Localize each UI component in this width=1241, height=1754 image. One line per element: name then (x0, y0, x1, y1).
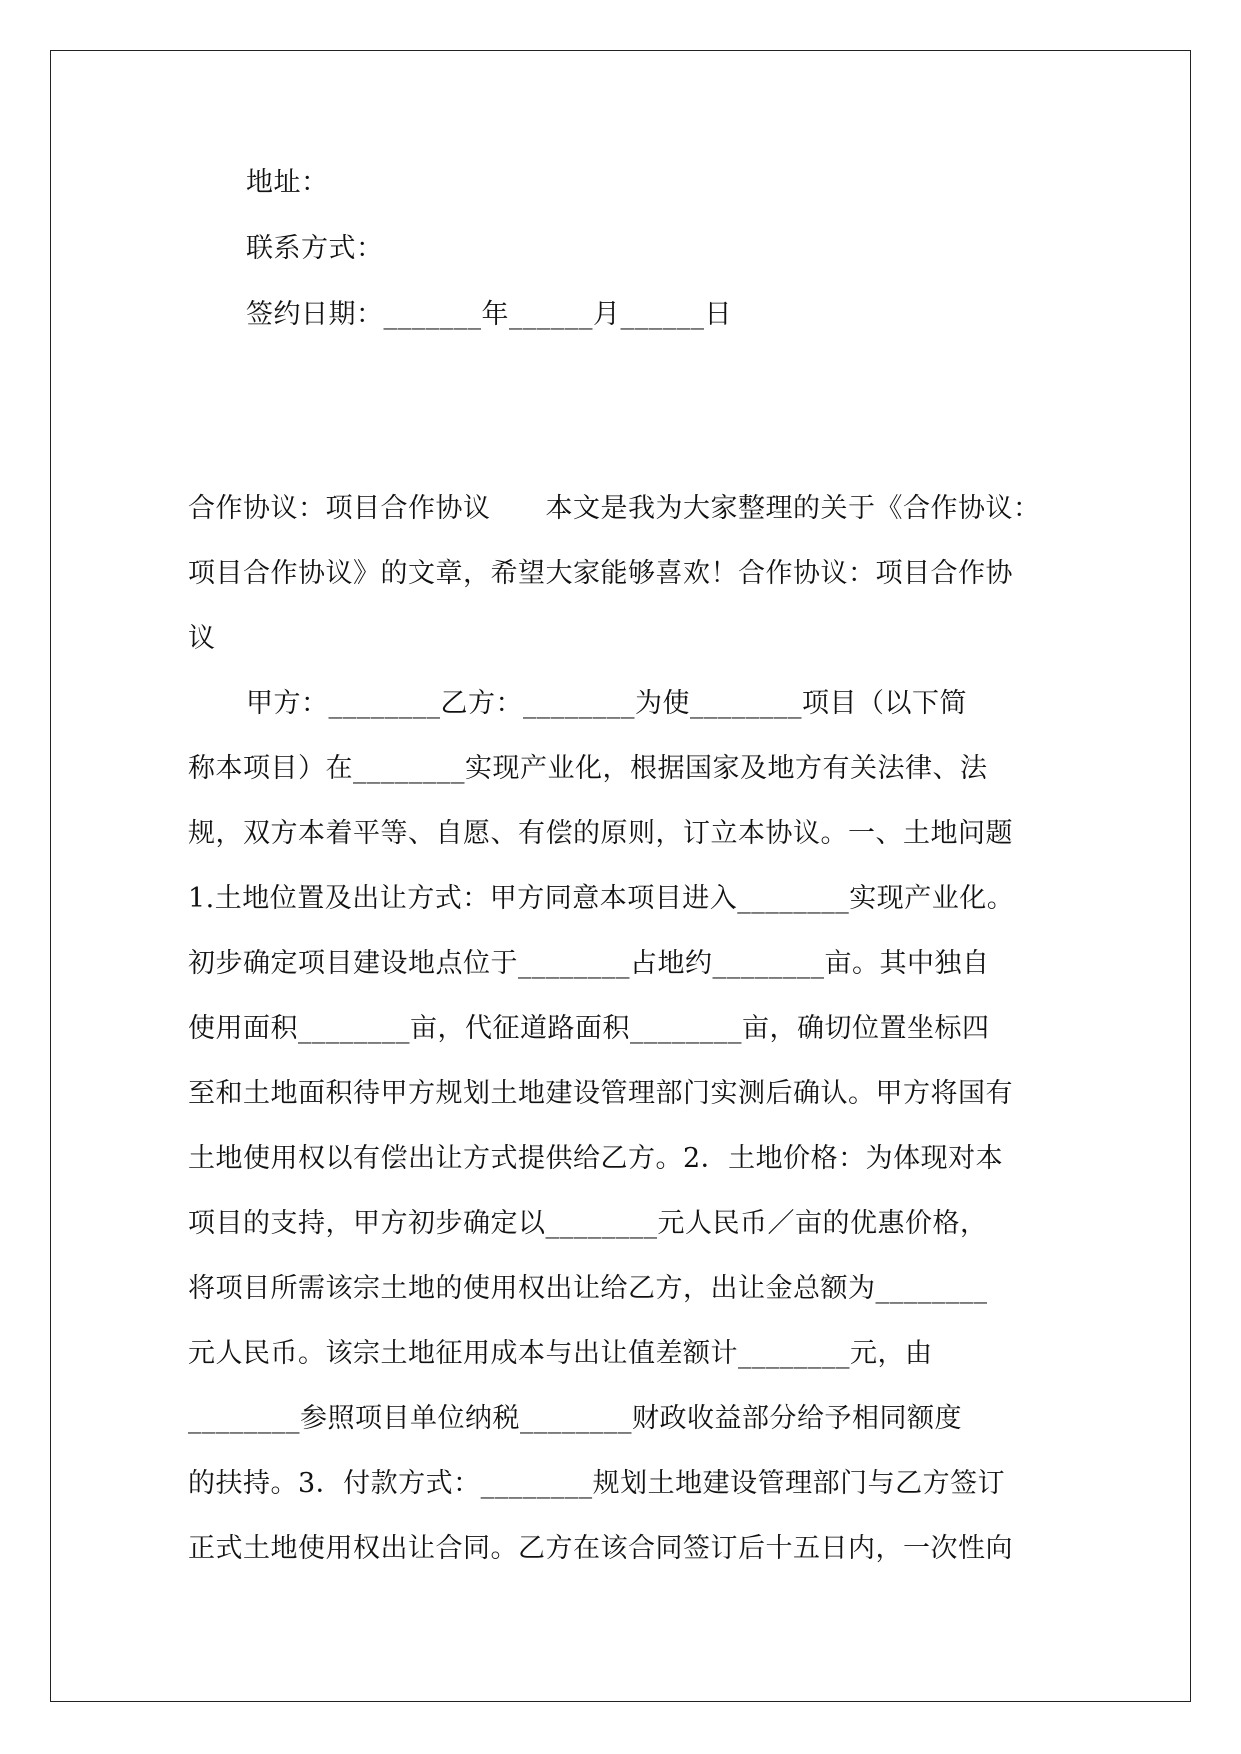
sign-date-field: 签约日期：_______年______月______日 (246, 299, 732, 330)
article-line-15: ________参照项目单位纳税________财政收益部分给予相同额度 (188, 1403, 962, 1434)
article-line-16: 的扶持。3．付款方式：________规划土地建设管理部门与乙方签订 (188, 1468, 1006, 1499)
article-line-7: 1.土地位置及出让方式：甲方同意本项目进入________实现产业化。 (188, 883, 1015, 914)
article-line-12: 项目的支持，甲方初步确定以________元人民币／亩的优惠价格， (188, 1208, 988, 1239)
article-line-13: 将项目所需该宗土地的使用权出让给乙方，出让金总额为________ (188, 1273, 988, 1304)
article-line-14: 元人民币。该宗土地征用成本与出让值差额计________元，由 (188, 1338, 933, 1369)
contact-field: 联系方式： (246, 233, 384, 264)
article-line-2: 项目合作协议》的文章，希望大家能够喜欢！合作协议：项目合作协 (188, 558, 1013, 589)
article-line-8: 初步确定项目建设地点位于________占地约________亩。其中独自 (188, 948, 990, 979)
article-line-11: 土地使用权以有偿出让方式提供给乙方。2．土地价格：为体现对本 (188, 1143, 1004, 1174)
article-line-5: 称本项目）在________实现产业化，根据国家及地方有关法律、法 (188, 753, 988, 784)
article-line-4: 甲方：________乙方：________为使________项目（以下简 (246, 688, 967, 719)
address-field: 地址： (246, 167, 329, 198)
article-line-3: 议 (188, 623, 216, 654)
article-line-17: 正式土地使用权出让合同。乙方在该合同签订后十五日内，一次性向 (188, 1533, 1013, 1564)
article-line-6: 规，双方本着平等、自愿、有偿的原则，订立本协议。一、土地问题 (188, 818, 1013, 849)
article-line-1: 合作协议：项目合作协议 本文是我为大家整理的关于《合作协议： (188, 493, 1041, 524)
article-line-9: 使用面积________亩，代征道路面积________亩，确切位置坐标四 (188, 1013, 990, 1044)
article-line-10: 至和土地面积待甲方规划土地建设管理部门实测后确认。甲方将国有 (188, 1078, 1013, 1109)
